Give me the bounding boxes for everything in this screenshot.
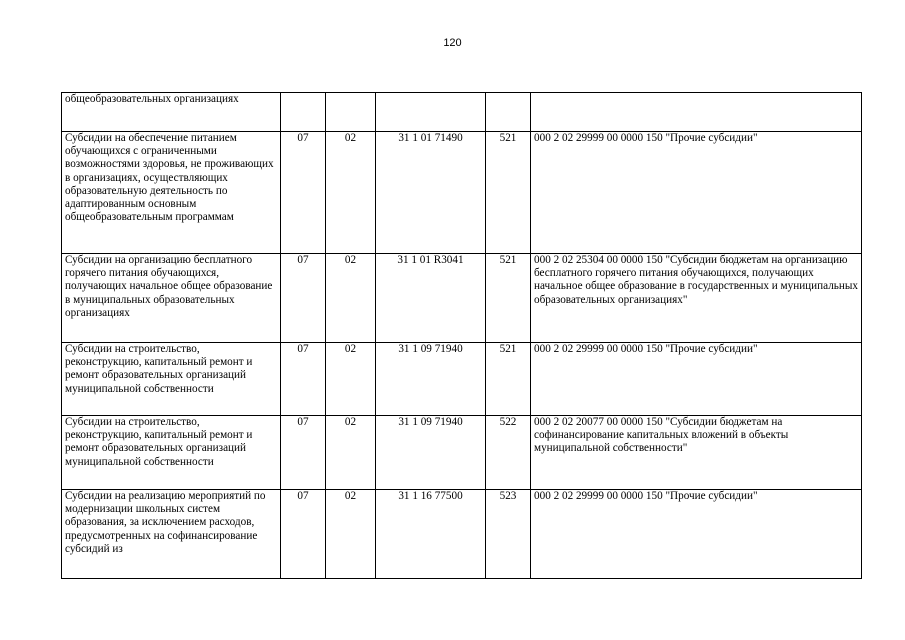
section-code-cell: 07 xyxy=(281,254,326,343)
subsection-code-cell: 02 xyxy=(326,490,376,579)
revenue-code-cell: 000 2 02 29999 00 0000 150 "Прочие субсидии" xyxy=(531,132,862,254)
section-code-cell: 07 xyxy=(281,343,326,416)
table-row xyxy=(62,254,862,343)
page-number: 120 xyxy=(443,37,462,49)
target-article-cell: 31 1 01 71490 xyxy=(376,132,486,254)
target-article-cell: 31 1 01 R3041 xyxy=(376,254,486,343)
expense-kind-cell: 521 xyxy=(486,254,531,343)
expense-kind-cell: 521 xyxy=(486,132,531,254)
target-article-cell: 31 1 16 77500 xyxy=(376,490,486,579)
revenue-code-cell xyxy=(531,93,862,132)
table-row xyxy=(62,490,862,579)
subsection-code-cell: 02 xyxy=(326,416,376,490)
table-row xyxy=(62,93,862,132)
section-code-cell: 07 xyxy=(281,132,326,254)
revenue-code-cell: 000 2 02 29999 00 0000 150 "Прочие субсидии" xyxy=(531,343,862,416)
section-code-cell: 07 xyxy=(281,416,326,490)
revenue-code-cell: 000 2 02 25304 00 0000 150 "Субсидии бюджетам на организацию бесплатного горячего питания обучающихся, получающих начальное общее образование в государственных и муниципальных образовательных организациях" xyxy=(531,254,862,343)
budget-allocation-table xyxy=(61,92,862,579)
target-article-cell: 31 1 09 71940 xyxy=(376,416,486,490)
expense-name-cell: Субсидии на реализацию мероприятий по модернизации школьных систем образования, за исключением расходов, предусмотренных на софинансирование субсидий из xyxy=(62,490,281,579)
expense-kind-cell: 522 xyxy=(486,416,531,490)
expense-name-cell: Субсидии на организацию бесплатного горячего питания обучающихся, получающих начальное общее образование в муниципальных образовательных организациях xyxy=(62,254,281,343)
revenue-code-cell: 000 2 02 20077 00 0000 150 "Субсидии бюджетам на софинансирование капитальных вложений в объекты муниципальной собственности" xyxy=(531,416,862,490)
expense-kind-cell: 523 xyxy=(486,490,531,579)
target-article-cell xyxy=(376,93,486,132)
subsection-code-cell: 02 xyxy=(326,254,376,343)
expense-name-cell: Субсидии на строительство, реконструкцию, капитальный ремонт и ремонт образовательных организаций муниципальной собственности xyxy=(62,416,281,490)
expense-name-cell: Субсидии на строительство, реконструкцию, капитальный ремонт и ремонт образовательных организаций муниципальной собственности xyxy=(62,343,281,416)
table-row xyxy=(62,343,862,416)
expense-kind-cell: 521 xyxy=(486,343,531,416)
revenue-code-cell: 000 2 02 29999 00 0000 150 "Прочие субсидии" xyxy=(531,490,862,579)
subsection-code-cell xyxy=(326,93,376,132)
section-code-cell: 07 xyxy=(281,490,326,579)
expense-name-cell: Субсидии на обеспечение питанием обучающихся с ограниченными возможностями здоровья, не проживающих в организациях, осуществляющих образовательную деятельность по адаптированным основным общеобразовательным программам xyxy=(62,132,281,254)
expense-name-cell: общеобразовательных организациях xyxy=(62,93,281,132)
target-article-cell: 31 1 09 71940 xyxy=(376,343,486,416)
expense-kind-cell xyxy=(486,93,531,132)
subsection-code-cell: 02 xyxy=(326,132,376,254)
table-row xyxy=(62,132,862,254)
subsection-code-cell: 02 xyxy=(326,343,376,416)
table-row xyxy=(62,416,862,490)
section-code-cell xyxy=(281,93,326,132)
